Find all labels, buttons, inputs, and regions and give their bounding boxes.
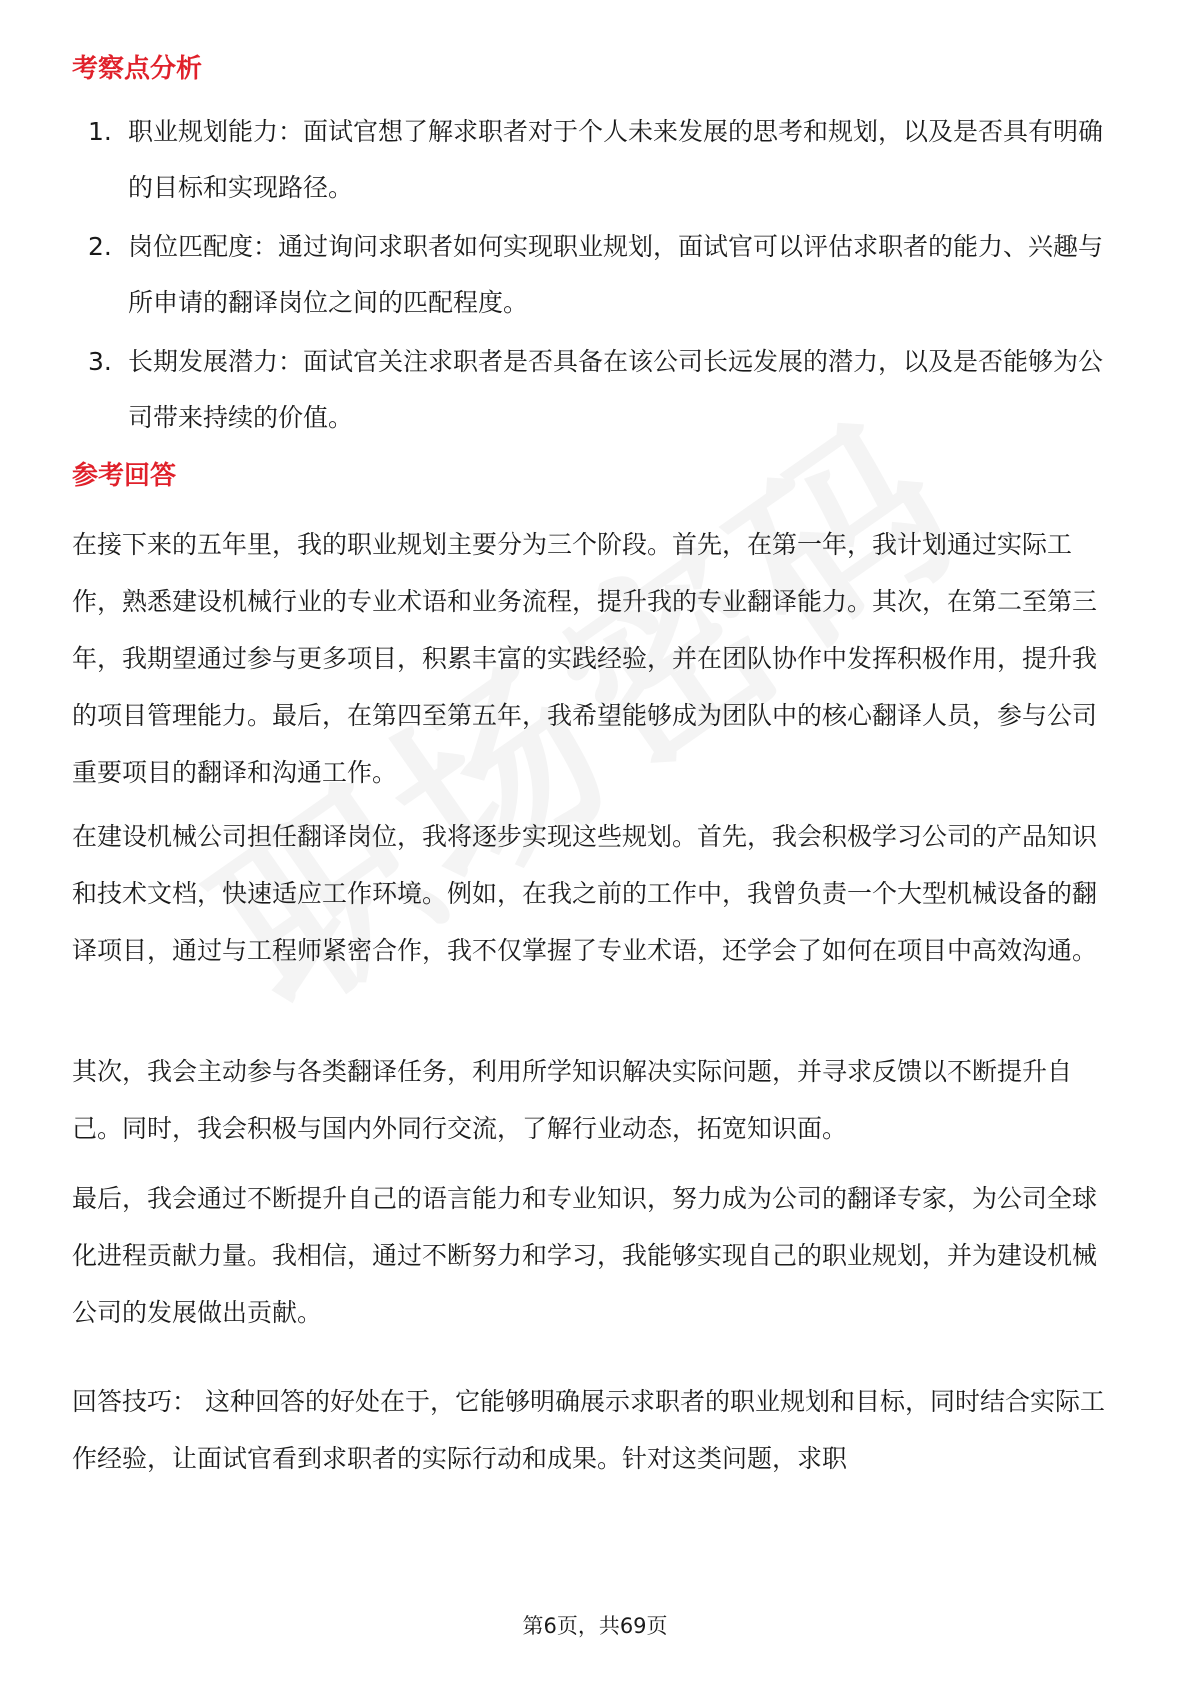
list-item bbox=[72, 219, 1122, 331]
answer-paragraph: 其次，我会主动参与各类翻译任务，利用所学知识解决实际问题，并寻求反馈以不断提升自己。同时，我会积极与国内外同行交流，了解行业动态，拓宽知识面。 bbox=[72, 1057, 1073, 1143]
answer-tips-paragraph: 回答技巧： 这种回答的好处在于，它能够明确展示求职者的职业规划和目标，同时结合实际工作经验，让面试官看到求职者的实际行动和成果。针对这类问题，求职 bbox=[72, 1387, 1105, 1473]
page-number: 第6页，共69页 bbox=[522, 1614, 668, 1638]
section-title-analysis: 考察点分析 bbox=[72, 54, 203, 84]
section-title-reference-answer: 参考回答 bbox=[72, 461, 177, 491]
answer-paragraph: 最后，我会通过不断提升自己的语言能力和专业知识，努力成为公司的翻译专家，为公司全球化进程贡献力量。我相信，通过不断努力和学习，我能够实现自己的职业规划，并为建设机械公司的发展做出贡献。 bbox=[72, 1184, 1098, 1327]
list-number: 3. bbox=[88, 347, 112, 376]
answer-paragraph: 在建设机械公司担任翻译岗位，我将逐步实现这些规划。首先，我会积极学习公司的产品知识和技术文档，快速适应工作环境。例如，在我之前的工作中，我曾负责一个大型机械设备的翻译项目，通过与工程师紧密合作，我不仅掌握了专业术语，还学会了如何在项目中高效沟通。 bbox=[72, 822, 1098, 965]
list-number: 1. bbox=[88, 117, 112, 146]
list-item bbox=[72, 334, 1122, 446]
answer-paragraph: 在接下来的五年里，我的职业规划主要分为三个阶段。首先，在第一年，我计划通过实际工作，熟悉建设机械行业的专业术语和业务流程，提升我的专业翻译能力。其次，在第二至第三年，我期望通过参与更多项目，积累丰富的实践经验，并在团队协作中发挥积极作用，提升我的项目管理能力。最后，在第四至第五年，我希望能够成为团队中的核心翻译人员，参与公司重要项目的翻译和沟通工作。 bbox=[72, 530, 1098, 787]
analysis-list bbox=[72, 104, 1122, 449]
list-text: 岗位匹配度：通过询问求职者如何实现职业规划，面试官可以评估求职者的能力、兴趣与所申请的翻译岗位之间的匹配程度。 bbox=[128, 232, 1104, 317]
list-number: 2. bbox=[88, 232, 112, 261]
list-text: 职业规划能力：面试官想了解求职者对于个人未来发展的思考和规划，以及是否具有明确的目标和实现路径。 bbox=[128, 117, 1104, 202]
list-item bbox=[72, 104, 1122, 216]
list-text: 长期发展潜力：面试官关注求职者是否具备在该公司长远发展的潜力，以及是否能够为公司带来持续的价值。 bbox=[128, 347, 1104, 432]
